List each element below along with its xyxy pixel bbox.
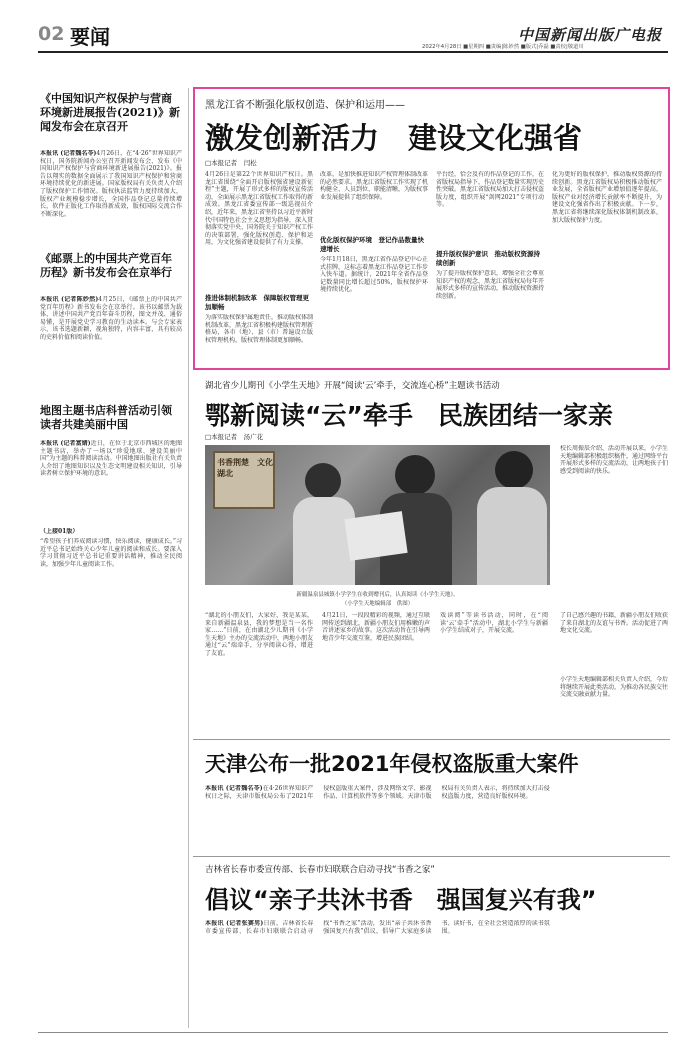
byline: 本报讯 (记者富婧) [40, 440, 91, 447]
hubei-col-right-top: 校长周振辰介绍，活动开展以来，小学生天地编辑部积极组织稿件，通过网络平台开展形式多样的交流活动，让两地孩子们感受到阅读的快乐。 [560, 445, 668, 475]
photo-child-1 [305, 463, 341, 499]
feature-kicker: 黑龙江省不断强化版权创造、保护和运用—— [205, 100, 405, 111]
hubei-col2-body: 4月21日，一段段精彩的视频，通过互联网传送到湖北，新疆小朋友们用稚嫩的声音讲述家乡的故事。这次活动旨在引导两地青少年交流互鉴，增进民族团结。 [322, 612, 430, 642]
masthead-rule [38, 51, 668, 53]
article-title-map-bookstore: 地图主题书店科普活动引领读者共建美丽中国 [40, 404, 172, 431]
hubei-col6-body: 小学生天地编辑部相关负责人介绍，今后将继续开展此类活动，为推动各民族交往交流交融贡献力量。 [560, 676, 668, 699]
hubei-photo-credit: （小学生天地编辑部 供图） [341, 601, 414, 607]
hubei-title: 鄂新阅读“云”牵手 民族团结一家亲 [205, 401, 613, 430]
byline: 本报讯 (记者张赛男) [205, 920, 264, 927]
feature-byline: □本报记者 闫松 [205, 159, 257, 167]
section-name: 要闻 [70, 25, 110, 49]
body-text: 近日，在位于北京市西城区的地图主题书店，举办了一场以“珍爱地球、建设美丽中国”为主题的科普阅读活动。中国地图出版社有关负责人介绍了地图知识以及生态文明建设相关知识，引导读者树立保护环境的意识。 [40, 440, 182, 478]
feature-col1-subhead: 推进体制机制改革 保障版权管理更加顺畅 [205, 294, 309, 311]
article-body-ip-report [40, 150, 182, 228]
hubei-photo [205, 445, 550, 585]
body-text: 4月26日，在“4·26”世界知识产权日，国务院新闻办公室召开新闻发布会，发布《中国知识产权保护与营商环境新进展报告(2021)》。报告以翔实的数据全面展示了我国知识产权保护和营商环境持续优化的新进展。国家版权局有关负责人介绍了版权保护工作情况。版权执法监管力度持续加大，版权产业规模稳步增长，全国作品登记总量持续增长，软件正版化工作取得新成效，版权国际交流合作不断深化。 [40, 150, 182, 218]
article-body-stamps-book [40, 296, 182, 384]
feature-col3-subhead: 提升版权保护意识 推动版权资源持续创新 [436, 250, 540, 267]
feature-col3-body: 平台经，恰会及有的作品登记的工作，在省版权局指导下，作品登记数量实现历史性突破。黑龙江省版权局加大打击侵权盗版力度，组织开展“剑网2021”专项行动等。 [436, 171, 544, 209]
feature-title: 激发创新活力 建设文化强省 [205, 121, 583, 155]
feature-col1-body: 4月26日是第22个世界知识产权日。黑龙江省围绕“全面开启版权强省建设新征程”主题，开展了形式多样的版权宣传活动，全面展示黑龙江省版权工作取得的新成效。黑龙江省委宣传部一级巡视员介绍，近年来，黑龙江省坚持以习近平新时代中国特色社会主义思想为指导，深入贯彻落实党中央、国务院关于知识产权工作的决策部署，强化版权创造、保护和运用，为文化强省建设提供了有力支撑。 [205, 171, 313, 247]
hubei-col4-body: 戏读阅”等读书活动，同时，在“阅读‘云’牵手”活动中，湖北小学生与新疆小学生结成对子，开展交流。 [440, 612, 548, 635]
feature-col2-body2: 今年1月18日，黑龙江省作品登记中心正式挂牌，这标志着黑龙江作品登记工作步入快车道。据统计，2021年全省作品登记数量同比增长超过50%，版权保护环境持续优化。 [320, 256, 428, 294]
tianjin-body [205, 785, 668, 849]
photo-child-3-body [477, 487, 547, 585]
byline: 本报讯 (记者魏名苓) [205, 785, 263, 792]
page-meta: 2022年4月28日 ■星期四 ■责编|陈妙然 ■版式|乔磊 ■责校|敬道川 [422, 44, 584, 50]
feature-col1-body2: 为落实版权保护属地责任，推动版权体制机制改革，黑龙江省积极构建版权管理新格局，各市（地）、县（市）普遍设立版权管理机构，版权管理体制更加顺畅。 [205, 314, 313, 344]
hubei-photo-caption: 新疆温泉县城镇小学学生在收到赠刊后，认真阅读《小学生天地》。 [296, 592, 459, 598]
tianjin-title: 天津公布一批2021年侵权盗版重大案件 [205, 752, 579, 776]
hubei-col5-body: 了自己感兴趣的书籍，新疆小朋友们收获了来自湖北的友谊与书香。活动促进了两地文化交流。 [560, 612, 668, 635]
page-number: 02 [38, 23, 65, 45]
feature-col3-body2: 为了提升版权保护意识，增强全社会尊重知识产权的观念，黑龙江省版权局每年开展形式多样的宣传活动，推动版权资源持续创新。 [436, 270, 544, 300]
byline: 本报讯 (记者魏名苓) [40, 150, 97, 157]
photo-child-2 [395, 455, 435, 495]
paper-name: 中国新闻出版广电报 [518, 26, 663, 44]
photo-magazine [344, 511, 407, 561]
jilin-kicker: 吉林省长春市委宣传部、长春市妇联联合启动寻找“书香之家” [205, 865, 435, 875]
photo-banner-text: 书香荆楚 文化湖北 [217, 457, 273, 478]
continued-heading: （上接01版） [40, 528, 79, 535]
feature-col4-body: 化为更好的版权保护，推动版权资源的持续创新。黑龙江省版权局积极推动版权产业发展，全省版权产业增加值逐年提高，版权产业对经济增长贡献率不断提升，为建设文化强省作出了积极贡献。下一步，黑龙江省将继续深化版权体制机制改革，加大版权保护力度。 [552, 171, 662, 224]
hubei-col1-body: “湖北的小朋友们，大家好，我是某某，来自新疆温泉县，我的梦想是当一名作家……”日前，在由湖北少儿期刊《小学生天地》主办的交流活动中，两地小朋友通过“云”端牵手，分享阅读心得，增进了友谊。 [205, 612, 313, 657]
hubei-byline: □本报记者 汤广花 [205, 433, 264, 441]
byline: 本报讯 (记者陈妙然) [40, 296, 99, 303]
body-text: 日前，吉林省长春市委宣传部、长春市妇联联合启动寻找“书香之家”活动，发出“亲子共沐书香 强国复兴有我”倡议，倡导广大家庭多读书、读好书，在全社会营造浓厚的读书氛围。 [205, 920, 550, 935]
section-divider [193, 739, 670, 740]
article-body-map-bookstore [40, 440, 182, 510]
left-column-divider [188, 88, 189, 1028]
body-text: 4月25日，《邮票上的中国共产党百年历程》新书发布会在京举行。该书以邮票为载体，讲述中国共产党百年奋斗历程，图文并茂、通俗易懂，是开展党史学习教育的生动读本。与会专家表示，该书选题新颖，视角独特，内容丰富，具有较高的史料价值和阅读价值。 [40, 296, 182, 341]
bottom-rule [38, 1032, 668, 1033]
feature-col2-subhead: 优化版权保护环境 登记作品数量快速增长 [320, 236, 424, 253]
jilin-title: 倡议“亲子共沐书香 强国复兴有我” [205, 886, 597, 914]
hubei-kicker: 湖北省少儿期刊《小学生天地》开展“阅读‘云’牵手，交流连心桥”主题读书活动 [205, 381, 500, 391]
feature-col2-body: 改革，是加快推进知识产权管理体制改革的必然要求。黑龙江省版权工作实现了机构健全、人员到位、职能清晰，为版权事业发展提供了组织保障。 [320, 171, 428, 201]
photo-child-3 [495, 451, 533, 489]
article-body-continued: “希望孩子们养成阅读习惯，快乐阅读，健康成长。”习近平总书记始终关心少年儿童的阅读和成长。要深入学习贯彻习近平总书记重要讲话精神，推动全民阅读，加强少年儿童阅读工作。 [40, 538, 182, 568]
article-title-stamps-book: 《邮票上的中国共产党百年历程》新书发布会在京举行 [40, 252, 172, 279]
jilin-body [205, 920, 668, 1026]
article-title-ip-report: 《中国知识产权保护与营商环境新进展报告(2021)》新闻发布会在京召开 [40, 92, 181, 133]
section-divider [193, 856, 670, 857]
photo-child-1-body [293, 497, 355, 585]
body-text: 在4·26世界知识产权日之际，天津市版权局公布了2021年侵权盗版重大案件，涉及网络文学、影视作品、计算机软件等多个领域。天津市版权局有关负责人表示，将持续加大打击侵权盗版力度，营造良好版权环境。 [205, 785, 550, 800]
